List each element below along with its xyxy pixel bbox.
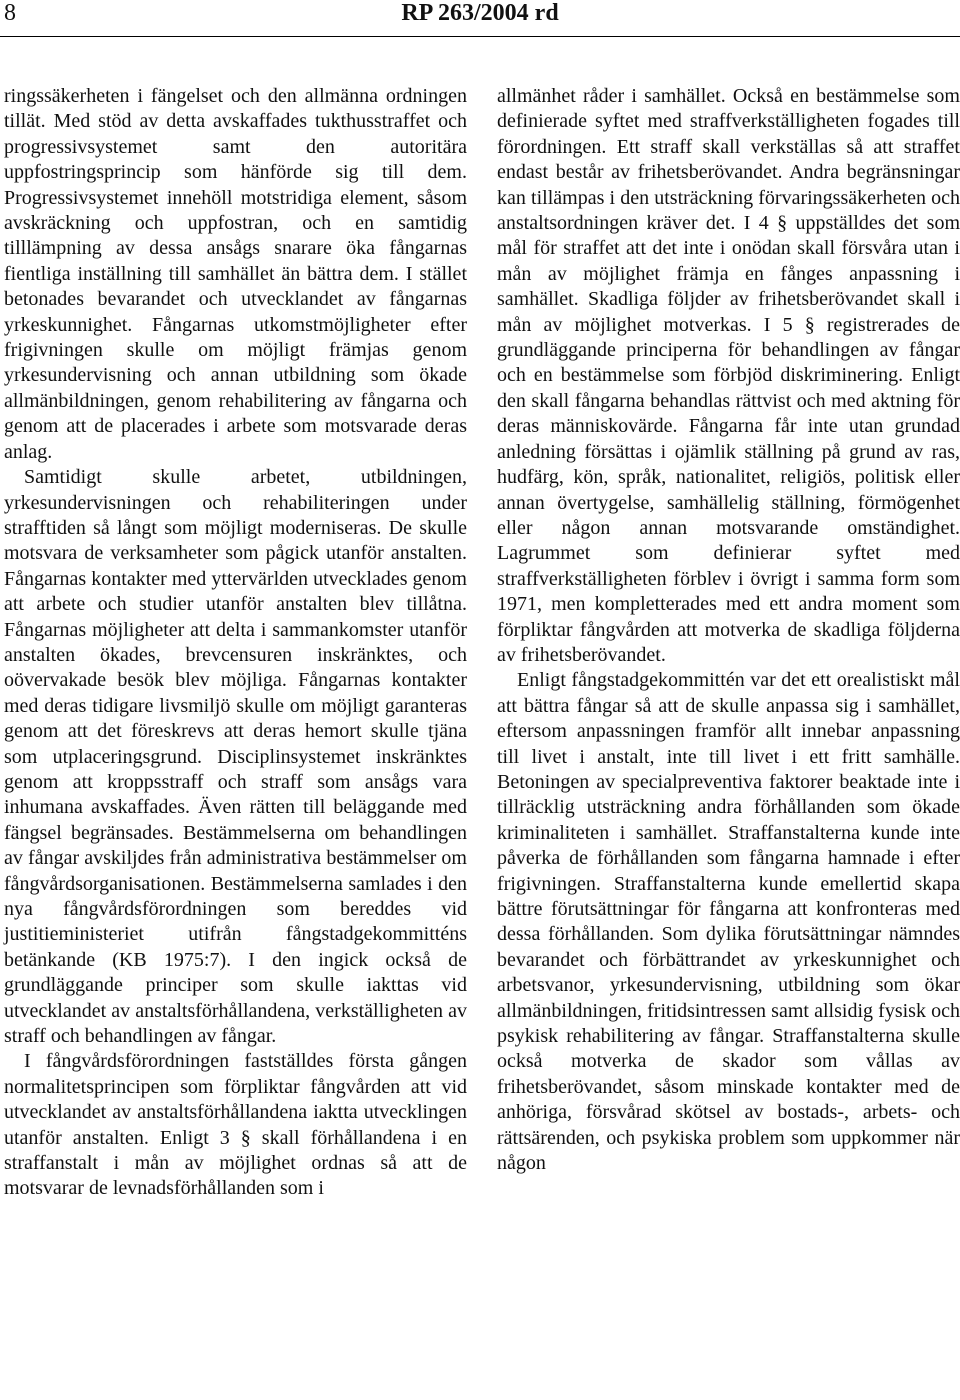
right-paragraph-1: allmänhet råder i samhället. Också en bestämmelse som definierade syftet med straffverkställigheten fogades till förordningen. Ett straff skall verkställas så att straffet endast består av frihetsberövandet. Andra begränsningar kan tillämpas i den utsträckning förvaringssäkerheten och anstaltsordningen kräver det. I 4 § uppställdes det som mål för straffet att det inte i onödan skall försvåra utan i mån av möjlighet främja en fånges anpassning i samhället. Skadliga följder av frihetsberövandet skall i mån av möjlighet motverkas. I 5 § registrerades de grundläggande principerna för behandlingen av fångar och en bestämmelse som förbjöd diskriminering. Enligt den skall fångarna behandlas rättvist och med aktning för deras människovärde. Fångarna får inte utan grundad anledning försättas i ojämlik ställning på grund av ras, hudfärg, kön, språk, nationalitet, religiös, politisk eller annan övertygelse, samhällelig ställning, förmögenhet eller någon annan motsvarande omständighet. Lagrummet som definierar syftet med straffverkställigheten förblev i övrigt i samma form som 1971, men kompletterades med ett andra moment som förpliktar fångvården att motverka de skadliga följderna av frihetsberövandet. bbox=[497, 85, 960, 666]
left-paragraph-2: Samtidigt skulle arbetet, utbildningen, yrkesundervisningen och rehabiliteringen under strafftiden så långt som möjligt moderniseras. De skulle motsvara de verksamheter som pågick utanför anstalten. Fångarnas kontakter med yttervärlden utvecklades genom att arbete och studier utanför anstalten blev tillåtna. Fångarnas möjligheter att delta i sammankomster utanför anstalten ökades, brevcensuren inskränktes, och oövervakade besök blev möjliga. Fångarnas kontakter med deras tidigare livsmiljö skulle om möjligt garanteras genom att det föreskrevs att deras hemort skulle tjäna som utplaceringsgrund. Disciplinsystemet inskränktes genom att kroppsstraff och straff som ansågs vara inhumana avskaffades. Även rätten till beläggande med fängsel begränsades. Bestämmelserna om behandlingen av fångar avskiljdes från administrativa bestämmelser om fångvårdsorganisationen. Bestämmelserna samlades i den nya fångvårdsförordningen som bereddes vid justitieministeriet utifrån fångstadgekommitténs betänkande (KB 1975:7). I den ingick också de grundläggande principer som skulle iakttas vid utvecklandet av anstaltsförhållandena, verkställigheten av straff och behandlingen av fångar. bbox=[4, 466, 467, 1048]
right-paragraph-2: Enligt fångstadgekommittén var det ett orealistiskt mål att bättra fångar så att de skulle anpassa sig i samhället, eftersom anpassningen framför allt innebar anpassning till livet i anstalt, inte till livet i ett fritt samhälle. Betoningen av specialpreventiva faktorer beaktade inte i tillräcklig utsträckning andra förhållanden som ökade kriminaliteten i samhället. Straffanstalterna kunde inte påverka de förhållanden som fångarna hamnade i efter frigivningen. Straffanstalterna kunde emellertid skapa bättre förutsättningar för fångarna att konfronteras med dessa förhållanden. Som dylika förutsättningar nämndes bevarandet och förbättrandet av yrkeskunnighet och arbetsvanor, yrkesundervisning, utbildning som ökar allmänbildningen, fritidsintressen samt allsidig fysisk och psykisk rehabilitering av fångar. Straffanstalterna skulle också motverka de skador som vållas av frihetsberövandet, såsom minskade kontakter med de anhöriga, försvårad skötsel av bostads-, arbets- och rättsärenden, och psykiska problem som uppkommer när någon bbox=[497, 669, 960, 1175]
left-paragraph-3: I fångvårdsförordningen fastställdes första gången normalitetsprincipen som förpliktar fångvården att vid utvecklandet av anstaltsförhållandena iaktta utvecklingen utanför anstalten. Enligt 3 § skall förhållandena i en straffanstalt i mån av möjlighet ordnas så att de motsvarar de levnadsförhållanden som i bbox=[4, 1050, 467, 1200]
header-rule bbox=[0, 36, 960, 37]
left-column bbox=[4, 84, 467, 1202]
page-number: 8 bbox=[4, 0, 16, 26]
left-paragraph-1: ringssäkerheten i fängelset och den allmänna ordningen tillät. Med stöd av detta avskaffades tukthusstraffet och progressivsystemet samt den autoritära uppfostringsprincip som hänförde sig till dem. Progressivsystemet innehöll motstridiga element, såsom avskräckning och uppfostran, och en samtidig tilllämpning av dessa ansågs snarare öka fångarnas fientliga inställning till samhället än bättra dem. I stället betonades bevarandet och utvecklandet av fångarnas yrkeskunnighet. Fångarnas utkomstmöjligheter efter frigivningen skulle om möjligt främjas genom yrkesundervisning och annan utbildning som ökade allmänbildningen, genom rehabilitering av fångarna och genom att de placerades i arbete som motsvarade deras anlag. bbox=[4, 85, 467, 463]
page-header bbox=[0, 0, 960, 40]
document-id: RP 263/2004 rd bbox=[401, 0, 559, 26]
right-column bbox=[497, 84, 960, 1176]
